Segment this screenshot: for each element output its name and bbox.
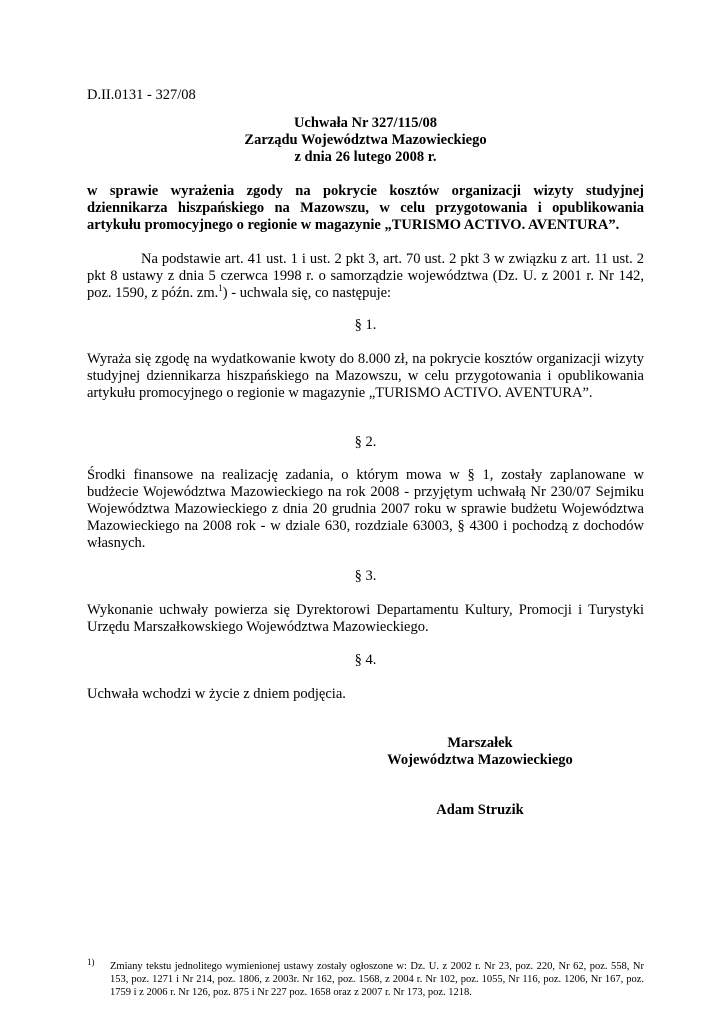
footnote-text: Zmiany tekstu jednolitego wymienionej ustawy zostały ogłoszone w: Dz. U. z 2002 r. Nr 23, poz. 220, Nr 62, poz. 558, Nr 153, poz. 1271 i Nr 214, poz. 1806, z 2003r. Nr 162, poz. 1568, z 2004 r. Nr 102, poz. 1055, Nr 116, poz. 1206, Nr 167, poz. 1759 i z 2006 r. Nr 126, poz. 875 i Nr 227 poz. 1658 oraz z 2007 r. Nr 173, poz. 1218. xyxy=(110,961,644,998)
signature-role xyxy=(370,735,590,769)
section-4-heading: § 4. xyxy=(354,652,377,668)
resolution-subject: w sprawie wyrażenia zgody na pokrycie kosztów organizacji wizyty studyjnej dziennikarza hiszpańskiego na Mazowszu, w celu przygotowania i opublikowania artykułu promocyjnego o regionie w magazynie „TURISMO ACTIVO. AVENTURA”. xyxy=(87,183,644,233)
section-3-text: Wykonanie uchwały powierza się Dyrektorowi Departamentu Kultury, Promocji i Turystyki Urzędu Marszałkowskiego Województwa Mazowieckiego. xyxy=(87,602,644,635)
preamble-text-end: ) - uchwala się, co następuje: xyxy=(222,285,392,301)
footnote-marker: 1) xyxy=(87,957,95,967)
resolution-title xyxy=(87,115,644,166)
title-line-1: Uchwała Nr 327/115/08 xyxy=(293,115,438,131)
section-4-text: Uchwała wchodzi w życie z dniem podjęcia. xyxy=(87,686,346,702)
signature-role-line-2: Województwa Mazowieckiego xyxy=(387,752,573,768)
signature-role-line-1: Marszałek xyxy=(447,735,513,751)
section-1-text: Wyraża się zgodę na wydatkowanie kwoty do 8.000 zł, na pokrycie kosztów organizacji wizyty studyjnej dziennikarza hiszpańskiego na Mazowszu, w celu przygotowania i opublikowania artykułu promocyjnego o regionie w magazynie „TURISMO ACTIVO. AVENTURA”. xyxy=(87,351,644,401)
signatory-name: Adam Struzik xyxy=(436,802,524,818)
title-line-2: Zarządu Województwa Mazowieckiego xyxy=(244,132,487,148)
section-1-heading: § 1. xyxy=(354,317,377,333)
section-2-text: Środki finansowe na realizację zadania, o którym mowa w § 1, zostały zaplanowane w budżecie Województwa Mazowieckiego na rok 2008 - przyjętym uchwałą Nr 230/07 Sejmiku Województwa Mazowieckiego z dnia 20 grudnia 2007 roku w sprawie budżetu Województwa Mazowieckiego na 2008 rok - w dziale 630, rozdziale 63003, § 4300 i pochodzą z dochodów własnych. xyxy=(87,467,644,551)
section-3-heading: § 3. xyxy=(354,568,377,584)
preamble-text: Na podstawie art. 41 ust. 1 i ust. 2 pkt 3, art. 70 ust. 2 pkt 3 w związku z art. 11 ust. 2 pkt 8 ustawy z dnia 5 czerwca 1998 r. o samorządzie województwa (Dz. U. z 2001 r. Nr 142, poz. 1590, z późn. zm. xyxy=(87,251,644,301)
preamble-paragraph xyxy=(87,251,644,302)
document-reference-number: D.II.0131 - 327/08 xyxy=(87,87,196,103)
title-line-3: z dnia 26 lutego 2008 r. xyxy=(294,149,437,165)
footnote-reference: 1 xyxy=(218,283,223,294)
section-2-heading: § 2. xyxy=(354,434,377,450)
